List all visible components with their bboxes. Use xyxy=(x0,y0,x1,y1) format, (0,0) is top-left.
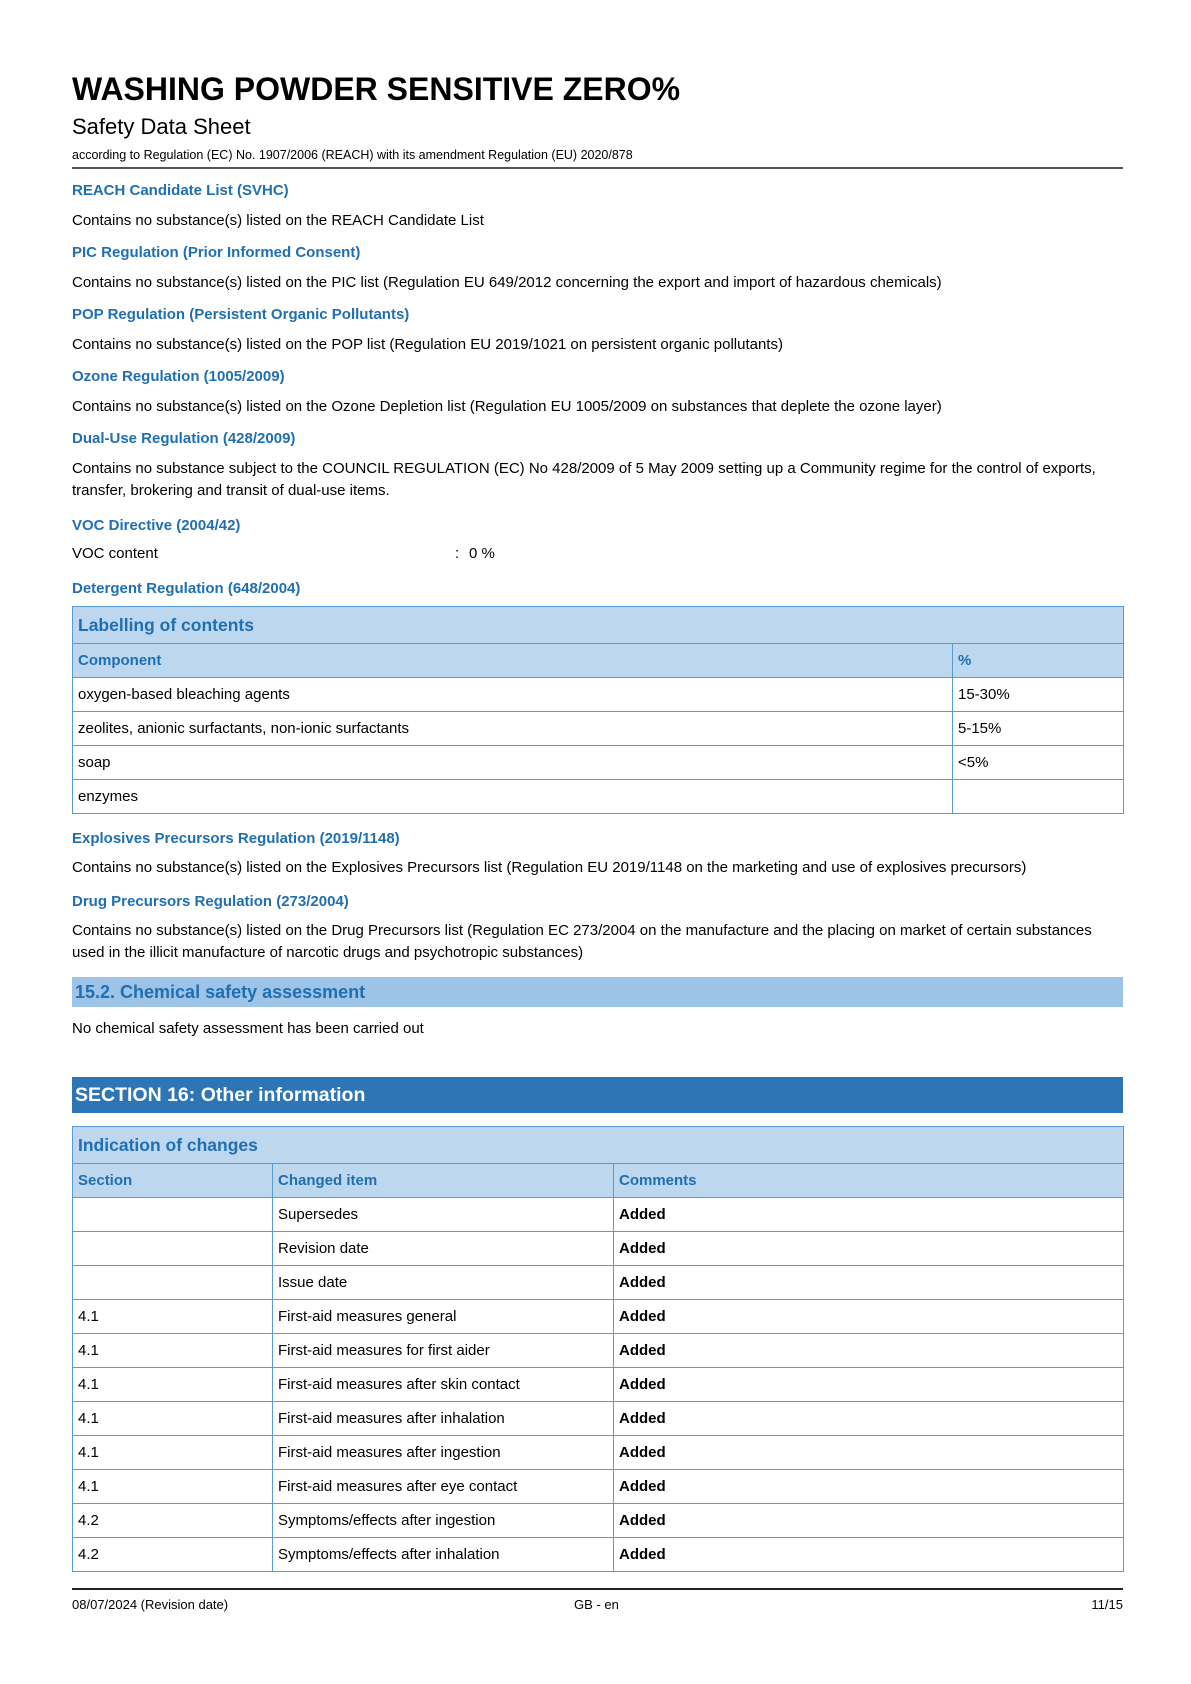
dual-use-heading: Dual-Use Regulation (428/2009) xyxy=(72,430,296,447)
table-row xyxy=(73,712,1124,746)
pic-heading: PIC Regulation (Prior Informed Consent) xyxy=(72,244,361,261)
component-cell: zeolites, anionic surfactants, non-ionic surfactants xyxy=(73,712,953,746)
drug-precursors-heading: Drug Precursors Regulation (273/2004) xyxy=(72,893,349,910)
table-row xyxy=(73,1504,1124,1538)
ozone-text: Contains no substance(s) listed on the Ozone Depletion list (Regulation EU 1005/2009 on substances that deplete the ozone layer) xyxy=(72,398,942,415)
pic-text: Contains no substance(s) listed on the PIC list (Regulation EU 649/2012 concerning the export and import of hazardous chemicals) xyxy=(72,274,942,291)
changed-item-cell: First-aid measures after skin contact xyxy=(273,1368,614,1402)
comments-cell: Added xyxy=(614,1266,1124,1300)
table-row xyxy=(73,1334,1124,1368)
table-row xyxy=(73,1198,1124,1232)
section-cell xyxy=(73,1266,273,1300)
voc-heading: VOC Directive (2004/42) xyxy=(72,517,241,534)
reach-text: Contains no substance(s) listed on the REACH Candidate List xyxy=(72,212,484,229)
table-row xyxy=(73,1232,1124,1266)
section-cell: 4.1 xyxy=(73,1368,273,1402)
section-cell: 4.1 xyxy=(73,1436,273,1470)
product-title: WASHING POWDER SENSITIVE ZERO% xyxy=(72,71,681,107)
component-cell: soap xyxy=(73,746,953,780)
comments-cell: Added xyxy=(614,1198,1124,1232)
pop-text: Contains no substance(s) listed on the POP list (Regulation EU 2019/1021 on persistent organic pollutants) xyxy=(72,336,783,353)
comments-cell: Added xyxy=(614,1402,1124,1436)
document-type: Safety Data Sheet xyxy=(72,114,251,139)
table-row xyxy=(73,1402,1124,1436)
drug-precursors-text: Contains no substance(s) listed on the Drug Precursors list (Regulation EC 273/2004 on the manufacture and the placing on market of certain substances used in the illicit manufacture of narcotic drugs and psychotropic substances) xyxy=(72,922,1092,961)
section-cell: 4.1 xyxy=(73,1470,273,1504)
changed-item-cell: Symptoms/effects after ingestion xyxy=(273,1504,614,1538)
voc-content-value: 0 % xyxy=(469,545,495,562)
section-cell xyxy=(73,1232,273,1266)
voc-colon: : xyxy=(455,545,460,562)
footer-divider xyxy=(72,1588,1123,1590)
comments-cell: Added xyxy=(614,1300,1124,1334)
header-divider xyxy=(72,167,1123,169)
explosives-heading: Explosives Precursors Regulation (2019/1148) xyxy=(72,830,400,847)
chemical-safety-text: No chemical safety assessment has been carried out xyxy=(72,1020,424,1037)
section-cell: 4.1 xyxy=(73,1334,273,1368)
comments-cell: Added xyxy=(614,1232,1124,1266)
changed-item-cell: Supersedes xyxy=(273,1198,614,1232)
changed-item-cell: Symptoms/effects after inhalation xyxy=(273,1538,614,1572)
table-row xyxy=(73,1368,1124,1402)
column-header-section: Section xyxy=(73,1164,273,1198)
column-header-component: Component xyxy=(73,644,953,678)
changed-item-cell: First-aid measures after ingestion xyxy=(273,1436,614,1470)
percent-cell: 5-15% xyxy=(953,712,1124,746)
percent-cell: 15-30% xyxy=(953,678,1124,712)
section-cell: 4.1 xyxy=(73,1300,273,1334)
footer-language: GB - en xyxy=(574,1597,619,1612)
table-row xyxy=(73,746,1124,780)
explosives-text: Contains no substance(s) listed on the Explosives Precursors list (Regulation EU 2019/1148 on the marketing and use of explosives precursors) xyxy=(72,859,1027,876)
percent-cell: <5% xyxy=(953,746,1124,780)
changed-item-cell: First-aid measures after eye contact xyxy=(273,1470,614,1504)
changed-item-cell: Issue date xyxy=(273,1266,614,1300)
changed-item-cell: First-aid measures general xyxy=(273,1300,614,1334)
changed-item-cell: First-aid measures after inhalation xyxy=(273,1402,614,1436)
table-caption: Labelling of contents xyxy=(73,607,1124,644)
chemical-safety-band: 15.2. Chemical safety assessment xyxy=(72,977,1123,1007)
pop-heading: POP Regulation (Persistent Organic Pollutants) xyxy=(72,306,410,323)
regulation-reference: according to Regulation (EC) No. 1907/2006 (REACH) with its amendment Regulation (EU) 2020/878 xyxy=(72,148,633,162)
table-row xyxy=(73,1470,1124,1504)
comments-cell: Added xyxy=(614,1504,1124,1538)
table-caption: Indication of changes xyxy=(73,1127,1124,1164)
table-row xyxy=(73,678,1124,712)
table-row xyxy=(73,1300,1124,1334)
section-cell: 4.2 xyxy=(73,1538,273,1572)
reach-heading: REACH Candidate List (SVHC) xyxy=(72,182,289,199)
section-cell xyxy=(73,1198,273,1232)
component-cell: enzymes xyxy=(73,780,953,814)
percent-cell xyxy=(953,780,1124,814)
section-cell: 4.1 xyxy=(73,1402,273,1436)
comments-cell: Added xyxy=(614,1368,1124,1402)
dual-use-text: Contains no substance subject to the COUNCIL REGULATION (EC) No 428/2009 of 5 May 2009 setting up a Community regime for the control of exports, transfer, brokering and transit of dual-use items. xyxy=(72,460,1096,499)
comments-cell: Added xyxy=(614,1334,1124,1368)
comments-cell: Added xyxy=(614,1538,1124,1572)
section-16-band: SECTION 16: Other information xyxy=(72,1077,1123,1113)
indication-of-changes-table xyxy=(72,1126,1124,1572)
voc-content-label: VOC content xyxy=(72,545,158,562)
labelling-contents-table xyxy=(72,606,1124,814)
table-row xyxy=(73,1266,1124,1300)
column-header-percent: % xyxy=(953,644,1124,678)
footer-revision-date: 08/07/2024 (Revision date) xyxy=(72,1597,229,1612)
column-header-changed-item: Changed item xyxy=(273,1164,614,1198)
column-header-comments: Comments xyxy=(614,1164,1124,1198)
table-row xyxy=(73,1436,1124,1470)
ozone-heading: Ozone Regulation (1005/2009) xyxy=(72,368,285,385)
component-cell: oxygen-based bleaching agents xyxy=(73,678,953,712)
comments-cell: Added xyxy=(614,1470,1124,1504)
detergent-heading: Detergent Regulation (648/2004) xyxy=(72,580,301,597)
footer-page-number: 11/15 xyxy=(1091,1597,1123,1612)
table-row xyxy=(73,1538,1124,1572)
section-cell: 4.2 xyxy=(73,1504,273,1538)
changed-item-cell: Revision date xyxy=(273,1232,614,1266)
comments-cell: Added xyxy=(614,1436,1124,1470)
table-row xyxy=(73,780,1124,814)
changed-item-cell: First-aid measures for first aider xyxy=(273,1334,614,1368)
